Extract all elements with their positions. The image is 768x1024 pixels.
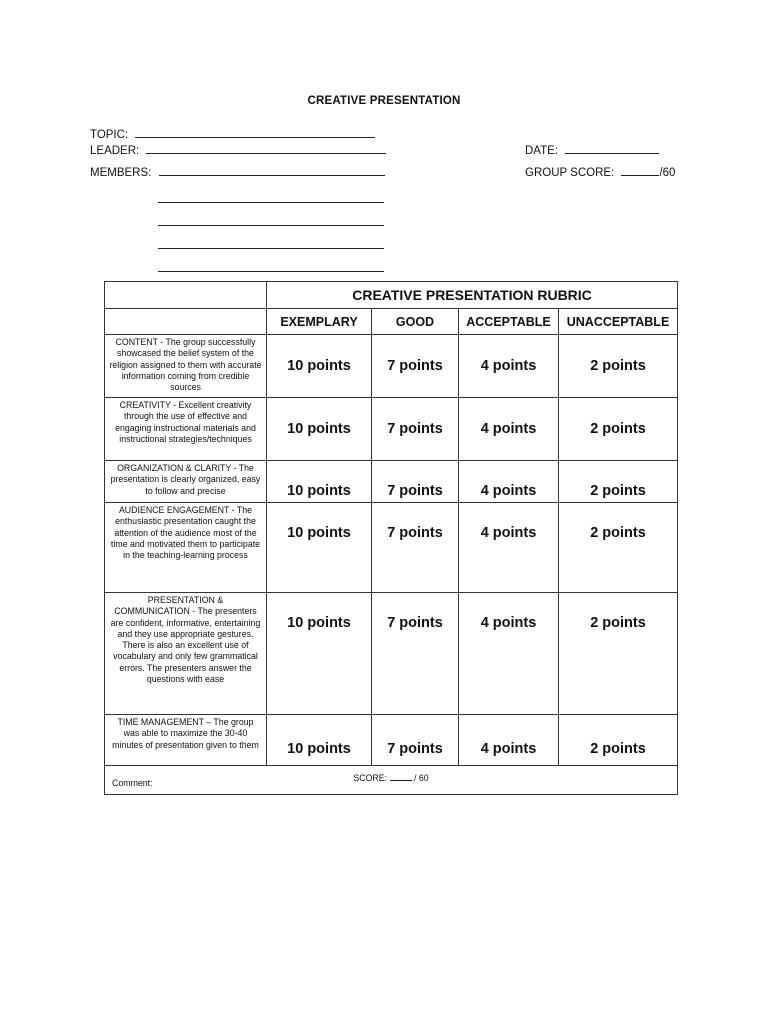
members-line-2[interactable] [158,202,384,203]
score-line [390,772,412,781]
points-acceptable: 4 points [459,593,559,715]
column-header-unacceptable: UNACCEPTABLE [559,309,678,335]
points-good: 7 points [372,461,459,503]
leader-field[interactable] [90,143,386,157]
column-header-good: GOOD [372,309,459,335]
rubric-table [104,281,678,795]
score-field[interactable] [353,769,428,783]
column-header-acceptable: ACCEPTABLE [459,309,559,335]
points-acceptable: 4 points [459,461,559,503]
rubric-row-time-management [105,715,678,766]
document-title: CREATIVE PRESENTATION [307,95,461,107]
members-line-5[interactable] [158,271,384,272]
criterion-time-management: TIME MANAGEMENT – The group was able to maximize the 30-40 minutes of presentation given to them [105,715,267,766]
rubric-row-presentation-communication [105,593,678,715]
points-unacceptable: 2 points [559,715,678,766]
topic-field[interactable] [90,127,375,141]
group-score-total: /60 [659,167,676,179]
points-acceptable: 4 points [459,715,559,766]
criterion-content: CONTENT - The group successfully showcased the belief system of the religion assigned to them with accurate information coming from credible sources [105,335,267,398]
criterion-presentation-communication: PRESENTATION & COMMUNICATION - The presenters are confident, informative, entertaining and they use appropriate gestures. There is also an excellent use of vocabulary and only few grammatical errors. The presenters answer the questions with ease [105,593,267,715]
points-good: 7 points [372,503,459,593]
rubric-title: CREATIVE PRESENTATION RUBRIC [267,282,678,309]
group-score-line [621,165,659,176]
rubric-score-row [105,766,678,795]
group-score-label: GROUP SCORE: [525,167,615,179]
points-exemplary: 10 points [267,503,372,593]
criterion-creativity: CREATIVITY - Excellent creativity through the use of effective and engaging instructional materials and instructional strategies/techniques [105,398,267,461]
points-acceptable: 4 points [459,335,559,398]
members-field[interactable] [90,165,385,179]
members-line-3[interactable] [158,225,384,226]
points-good: 7 points [372,593,459,715]
points-exemplary: 10 points [267,398,372,461]
score-and-comment-cell [105,766,678,795]
group-score-field[interactable] [525,165,675,179]
points-unacceptable: 2 points [559,593,678,715]
members-label: MEMBERS: [90,167,152,179]
rubric-row-creativity [105,398,678,461]
points-unacceptable: 2 points [559,503,678,593]
points-unacceptable: 2 points [559,335,678,398]
column-header-exemplary: EXEMPLARY [267,309,372,335]
rubric-row-organization [105,461,678,503]
points-exemplary: 10 points [267,335,372,398]
score-total: / 60 [413,773,429,783]
members-line-4[interactable] [158,248,384,249]
points-good: 7 points [372,335,459,398]
points-exemplary: 10 points [267,593,372,715]
points-unacceptable: 2 points [559,461,678,503]
leader-line [146,143,386,154]
points-unacceptable: 2 points [559,398,678,461]
points-exemplary: 10 points [267,715,372,766]
rubric-row-content [105,335,678,398]
points-good: 7 points [372,398,459,461]
date-line [565,143,659,154]
date-label: DATE: [525,145,559,157]
points-acceptable: 4 points [459,503,559,593]
date-field[interactable] [525,143,659,157]
topic-line [135,127,375,138]
comment-label: Comment: [112,778,153,788]
members-line-1 [159,165,385,176]
points-acceptable: 4 points [459,398,559,461]
points-exemplary: 10 points [267,461,372,503]
rubric-row-audience-engagement [105,503,678,593]
leader-label: LEADER: [90,145,140,157]
criterion-audience-engagement: AUDIENCE ENGAGEMENT - The enthusiastic presentation caught the attention of the audience most of the time and motivated them to participate in the teaching-learning process [105,503,267,593]
score-label: SCORE: [353,773,388,783]
criterion-organization-clarity: ORGANIZATION & CLARITY - The presentation is clearly organized, easy to follow and precise [105,461,267,503]
topic-label: TOPIC: [90,129,129,141]
points-good: 7 points [372,715,459,766]
